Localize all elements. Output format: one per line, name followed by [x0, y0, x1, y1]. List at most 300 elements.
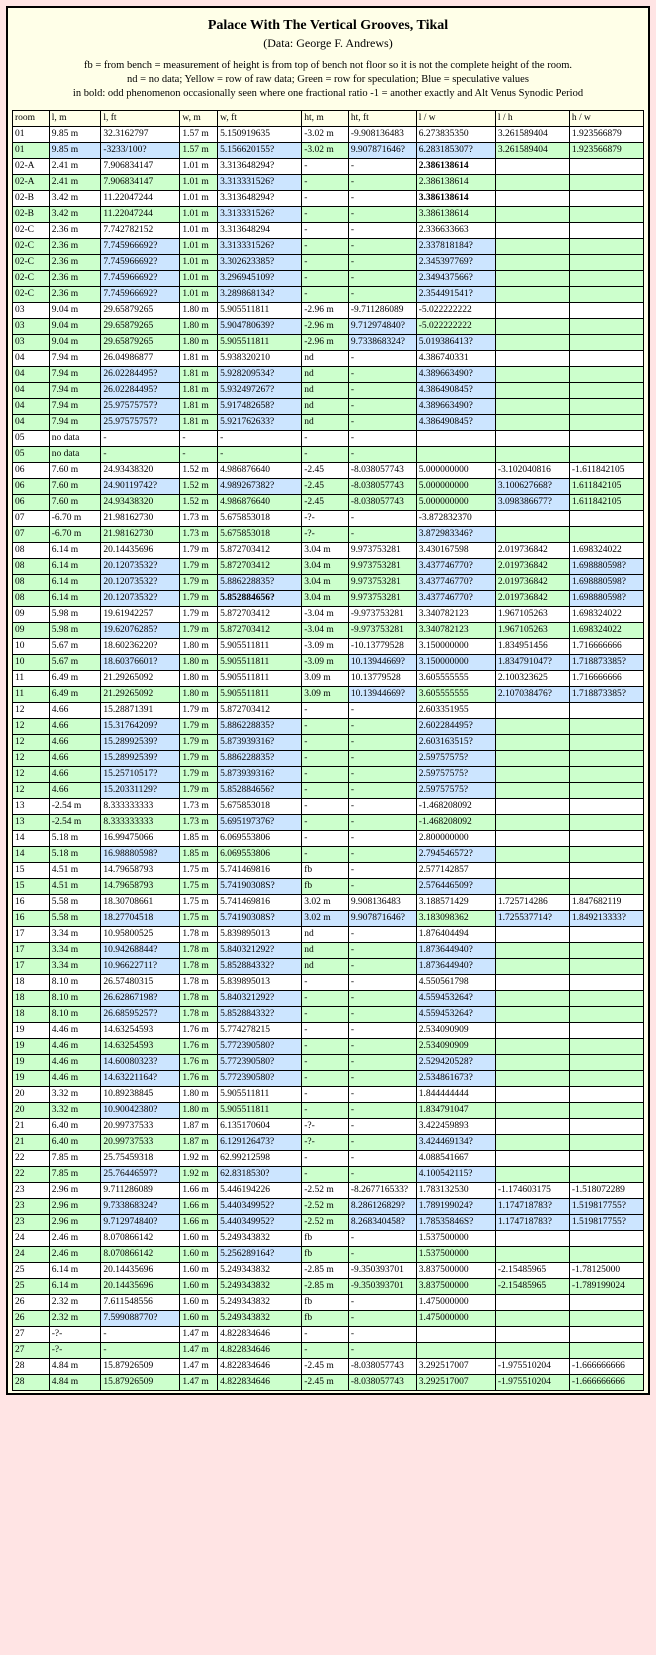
cell: 6.273835350: [416, 126, 495, 142]
cell: [569, 1150, 643, 1166]
cell: fb: [302, 878, 349, 894]
cell: 25.97575757?: [101, 414, 180, 430]
cell: 1.725537714?: [495, 910, 569, 926]
cell: 9.973753281: [348, 574, 416, 590]
cell: 1.47 m: [180, 1326, 218, 1342]
cell: 3.261589404: [495, 126, 569, 142]
cell: [569, 1166, 643, 1182]
cell: 14.63221164?: [101, 1070, 180, 1086]
cell: 1.725714286: [495, 894, 569, 910]
cell: 3.09 m: [302, 686, 349, 702]
cell: 14.79658793: [101, 862, 180, 878]
cell: [495, 1070, 569, 1086]
cell: 12: [13, 718, 50, 734]
table-row: [13, 558, 644, 574]
cell: 2.349437566?: [416, 270, 495, 286]
cell: 1.01 m: [180, 286, 218, 302]
cell: 1.718873385?: [569, 654, 643, 670]
cell: 14.63254593: [101, 1038, 180, 1054]
cell: 3.605555555: [416, 686, 495, 702]
cell: 3.183098362: [416, 910, 495, 926]
cell: 1.81 m: [180, 398, 218, 414]
cell: 4.822834646: [218, 1374, 302, 1390]
cell: -: [302, 254, 349, 270]
cell: 02-C: [13, 286, 50, 302]
cell: [569, 302, 643, 318]
cell: 22: [13, 1166, 50, 1182]
cell: -3.02 m: [302, 142, 349, 158]
cell: 7.85 m: [49, 1166, 101, 1182]
cell: 3.02 m: [302, 910, 349, 926]
cell: 21.29265092: [101, 670, 180, 686]
cell: -2.45 m: [302, 1358, 349, 1374]
cell: 3.32 m: [49, 1102, 101, 1118]
cell: 5.695197376?: [218, 814, 302, 830]
cell: 2.336633663: [416, 222, 495, 238]
cell: 13: [13, 798, 50, 814]
cell: 4.389663490?: [416, 366, 495, 382]
cell: 9.733868324?: [348, 334, 416, 350]
cell: 4.66: [49, 702, 101, 718]
cell: [569, 1342, 643, 1358]
cell: -: [348, 430, 416, 446]
cell: 8.268340458?: [348, 1214, 416, 1230]
cell: [569, 158, 643, 174]
cell: 29.65879265: [101, 302, 180, 318]
cell: 1.78535846S?: [416, 1214, 495, 1230]
cell: 25.97575757?: [101, 398, 180, 414]
cell: 19.62076285?: [101, 622, 180, 638]
cell: 14.79658793: [101, 878, 180, 894]
cell: 5.872703412: [218, 622, 302, 638]
cell: -: [302, 1054, 349, 1070]
cell: 18: [13, 974, 50, 990]
table-row: [13, 1102, 644, 1118]
cell: 1.66 m: [180, 1214, 218, 1230]
cell: 10.89238845: [101, 1086, 180, 1102]
cell: 21: [13, 1118, 50, 1134]
cell: 11: [13, 670, 50, 686]
cell: 20: [13, 1086, 50, 1102]
cell: 1.78 m: [180, 926, 218, 942]
cell: -?-: [302, 1118, 349, 1134]
table-row: [13, 670, 644, 686]
cell: -: [348, 798, 416, 814]
cell: -: [302, 1102, 349, 1118]
cell: 1.876404494: [416, 926, 495, 942]
cell: -2.45: [302, 494, 349, 510]
cell: 20.14435696: [101, 1278, 180, 1294]
cell: fb: [302, 1246, 349, 1262]
cell: 5.905511811: [218, 638, 302, 654]
cell: -: [348, 702, 416, 718]
cell: [495, 174, 569, 190]
cell: 2.59757575?: [416, 750, 495, 766]
table-row: [13, 382, 644, 398]
cell: 26.68595257?: [101, 1006, 180, 1022]
table-row: [13, 430, 644, 446]
cell: -: [101, 1326, 180, 1342]
cell: -: [302, 734, 349, 750]
table-row: [13, 782, 644, 798]
cell: -: [302, 190, 349, 206]
cell: -1.174603175: [495, 1182, 569, 1198]
cell: 1.79 m: [180, 702, 218, 718]
cell: -: [101, 430, 180, 446]
cell: 1.79 m: [180, 622, 218, 638]
cell: -: [348, 1134, 416, 1150]
cell: [569, 350, 643, 366]
cell: -2.85 m: [302, 1262, 349, 1278]
cell: 1.57 m: [180, 126, 218, 142]
table-row: [13, 942, 644, 958]
col-length-ft: l, ft: [101, 110, 180, 126]
cell: 2.36 m: [49, 238, 101, 254]
cell: -1.468208092: [416, 814, 495, 830]
cell: 8.10 m: [49, 1006, 101, 1022]
cell: 5.905511811: [218, 1086, 302, 1102]
cell: 5.774278215: [218, 1022, 302, 1038]
cell: 2.96 m: [49, 1198, 101, 1214]
cell: 1.52 m: [180, 494, 218, 510]
cell: 3.34 m: [49, 958, 101, 974]
cell: [569, 254, 643, 270]
cell: 3.837500000: [416, 1262, 495, 1278]
cell: -: [302, 1150, 349, 1166]
cell: 1.01 m: [180, 206, 218, 222]
cell: 1.80 m: [180, 670, 218, 686]
cell: 1.78 m: [180, 942, 218, 958]
cell: 5.000000000: [416, 478, 495, 494]
cell: 5.67 m: [49, 654, 101, 670]
cell: 7.611548556: [101, 1294, 180, 1310]
cell: 04: [13, 382, 50, 398]
cell: [495, 990, 569, 1006]
cell: 28: [13, 1374, 50, 1390]
cell: [569, 174, 643, 190]
cell: 05: [13, 430, 50, 446]
cell: 4.389663490?: [416, 398, 495, 414]
cell: 5.840321292?: [218, 990, 302, 1006]
cell: -3.102040816: [495, 462, 569, 478]
col-length-m: l, m: [49, 110, 101, 126]
table-row: [13, 238, 644, 254]
cell: 1.834791047?: [495, 654, 569, 670]
cell: 6.49 m: [49, 686, 101, 702]
cell: [495, 1166, 569, 1182]
cell: 15.31764209?: [101, 718, 180, 734]
cell: [569, 430, 643, 446]
cell: [569, 1310, 643, 1326]
cell: -: [348, 1150, 416, 1166]
cell: -: [348, 734, 416, 750]
document-frame: [6, 6, 650, 1395]
table-row: [13, 846, 644, 862]
cell: 3.42 m: [49, 206, 101, 222]
cell: 1.698324022: [569, 542, 643, 558]
cell: nd: [302, 926, 349, 942]
cell: -3.02 m: [302, 126, 349, 142]
cell: 1.519817755?: [569, 1198, 643, 1214]
cell: -2.85 m: [302, 1278, 349, 1294]
col-width-m: w, m: [180, 110, 218, 126]
cell: fb: [302, 1230, 349, 1246]
cell: -: [348, 1054, 416, 1070]
cell: [569, 1246, 643, 1262]
cell: 27: [13, 1342, 50, 1358]
cell: 11.22047244: [101, 206, 180, 222]
cell: 1.66 m: [180, 1182, 218, 1198]
table-row: [13, 270, 644, 286]
table-row: [13, 958, 644, 974]
cell: -: [348, 1246, 416, 1262]
cell: -9.973753281: [348, 622, 416, 638]
cell: 1.475000000: [416, 1310, 495, 1326]
cell: 2.019736842: [495, 542, 569, 558]
cell: 4.386490845?: [416, 414, 495, 430]
cell: 6.49 m: [49, 670, 101, 686]
cell: 62.99212598: [218, 1150, 302, 1166]
table-row: [13, 686, 644, 702]
table-row: [13, 126, 644, 142]
cell: 9.04 m: [49, 318, 101, 334]
cell: 2.46 m: [49, 1246, 101, 1262]
cell: [495, 238, 569, 254]
table-row: [13, 1182, 644, 1198]
cell: 8.10 m: [49, 990, 101, 1006]
cell: 6.40 m: [49, 1118, 101, 1134]
cell: 17: [13, 926, 50, 942]
table-row: [13, 1022, 644, 1038]
cell: [569, 206, 643, 222]
cell: 2.534090909: [416, 1022, 495, 1038]
cell: 1.79 m: [180, 606, 218, 622]
cell: 2.36 m: [49, 222, 101, 238]
cell: 04: [13, 366, 50, 382]
cell: -: [348, 958, 416, 974]
cell: -6.70 m: [49, 526, 101, 542]
cell: 07: [13, 510, 50, 526]
cell: 5.000000000: [416, 494, 495, 510]
cell: 5.905511811: [218, 1102, 302, 1118]
cell: 02-A: [13, 174, 50, 190]
cell: 6.283185307?: [416, 142, 495, 158]
cell: 4.46 m: [49, 1070, 101, 1086]
cell: 5.905511811: [218, 334, 302, 350]
cell: -: [348, 750, 416, 766]
cell: 20.99737533: [101, 1134, 180, 1150]
cell: 1.76 m: [180, 1038, 218, 1054]
cell: [569, 526, 643, 542]
cell: [569, 878, 643, 894]
cell: 4.100542115?: [416, 1166, 495, 1182]
cell: 2.019736842: [495, 558, 569, 574]
cell: 3.04 m: [302, 542, 349, 558]
cell: 5.772390580?: [218, 1054, 302, 1070]
cell: [495, 382, 569, 398]
table-row: [13, 254, 644, 270]
cell: [495, 846, 569, 862]
cell: -: [302, 430, 349, 446]
cell: 6.40 m: [49, 1134, 101, 1150]
cell: 03: [13, 334, 50, 350]
cell: 1.81 m: [180, 350, 218, 366]
cell: 3.150000000: [416, 638, 495, 654]
cell: 03: [13, 318, 50, 334]
cell: [569, 702, 643, 718]
cell: 1.537500000: [416, 1230, 495, 1246]
cell: -9.711286089: [348, 302, 416, 318]
cell: 25.76446597?: [101, 1166, 180, 1182]
cell: -: [302, 798, 349, 814]
cell: 2.96 m: [49, 1182, 101, 1198]
cell: [495, 1294, 569, 1310]
cell: -: [180, 446, 218, 462]
cell: 02-C: [13, 222, 50, 238]
cell: 3.437746770?: [416, 590, 495, 606]
cell: [495, 414, 569, 430]
cell: 20.99737533: [101, 1118, 180, 1134]
cell: [569, 1102, 643, 1118]
cell: 1.834791047: [416, 1102, 495, 1118]
cell: 5.440349952?: [218, 1198, 302, 1214]
cell: 5.18 m: [49, 830, 101, 846]
cell: 9.973753281: [348, 590, 416, 606]
cell: [569, 286, 643, 302]
cell: 1.174718783?: [495, 1198, 569, 1214]
cell: -: [302, 830, 349, 846]
cell: 5.772390580?: [218, 1070, 302, 1086]
cell: 6.069553806: [218, 830, 302, 846]
cell: 5.675853018: [218, 510, 302, 526]
cell: 4.386740331: [416, 350, 495, 366]
table-row: [13, 334, 644, 350]
cell: 2.41 m: [49, 174, 101, 190]
cell: 10.90042380?: [101, 1102, 180, 1118]
cell: 5.905511811: [218, 302, 302, 318]
cell: 1.73 m: [180, 814, 218, 830]
cell: 9.712974840?: [348, 318, 416, 334]
cell: -: [348, 446, 416, 462]
cell: [569, 1006, 643, 1022]
cell: -: [348, 1118, 416, 1134]
cell: 3.261589404: [495, 142, 569, 158]
cell: 1.79 m: [180, 558, 218, 574]
cell: [569, 1118, 643, 1134]
cell: [569, 334, 643, 350]
page-subtitle: (Data: George F. Andrews): [263, 36, 393, 50]
table-row: [13, 286, 644, 302]
table-row: [13, 190, 644, 206]
cell: 4.66: [49, 766, 101, 782]
cell: -: [348, 718, 416, 734]
table-row: [13, 1294, 644, 1310]
cell: 3.098386677?: [495, 494, 569, 510]
cell: 18: [13, 990, 50, 1006]
table-row: [13, 1278, 644, 1294]
cell: 1.78 m: [180, 990, 218, 1006]
table-row: [13, 814, 644, 830]
table-row: [13, 990, 644, 1006]
cell: 10.94268844?: [101, 942, 180, 958]
cell: 21.98162730: [101, 526, 180, 542]
cell: 4.559453264?: [416, 1006, 495, 1022]
cell: 1.80 m: [180, 334, 218, 350]
cell: -: [348, 1342, 416, 1358]
cell: -?-: [302, 1134, 349, 1150]
cell: -9.908136483: [348, 126, 416, 142]
cell: -: [348, 190, 416, 206]
cell: 5.675853018: [218, 798, 302, 814]
cell: 1.718873385?: [569, 686, 643, 702]
cell: 1.85 m: [180, 846, 218, 862]
cell: -3.04 m: [302, 622, 349, 638]
cell: 1.80 m: [180, 1086, 218, 1102]
cell: -2.96 m: [302, 334, 349, 350]
legend-notes: [12, 59, 644, 102]
cell: 1.698880598?: [569, 574, 643, 590]
cell: -3.872832370: [416, 510, 495, 526]
cell: 3.313648294?: [218, 158, 302, 174]
cell: 1.923566879: [569, 142, 643, 158]
table-row: [13, 350, 644, 366]
cell: [495, 446, 569, 462]
cell: -: [302, 846, 349, 862]
table-row: [13, 510, 644, 526]
cell: 7.94 m: [49, 350, 101, 366]
cell: 1.73 m: [180, 798, 218, 814]
cell: [495, 158, 569, 174]
cell: 15.28992539?: [101, 734, 180, 750]
cell: 04: [13, 350, 50, 366]
cell: 8.070866142: [101, 1230, 180, 1246]
cell: [569, 958, 643, 974]
cell: [416, 1342, 495, 1358]
cell: 7.94 m: [49, 382, 101, 398]
cell: 1.923566879: [569, 126, 643, 142]
cell: 26.62867198?: [101, 990, 180, 1006]
cell: 1.873644940?: [416, 958, 495, 974]
cell: 7.60 m: [49, 494, 101, 510]
cell: 07: [13, 526, 50, 542]
cell: 5.440349952?: [218, 1214, 302, 1230]
cell: 1.698324022: [569, 622, 643, 638]
cell: [495, 734, 569, 750]
cell: -2.96 m: [302, 318, 349, 334]
cell: 20: [13, 1102, 50, 1118]
table-row: [13, 478, 644, 494]
cell: 2.59757575?: [416, 766, 495, 782]
cell: 5.249343832: [218, 1310, 302, 1326]
cell: 19: [13, 1070, 50, 1086]
cell: -: [302, 286, 349, 302]
cell: -?-: [302, 526, 349, 542]
cell: 1.844444444: [416, 1086, 495, 1102]
cell: 9.973753281: [348, 558, 416, 574]
cell: -1.789199024: [569, 1278, 643, 1294]
cell: 1.716666666: [569, 670, 643, 686]
cell: 3.289868134?: [218, 286, 302, 302]
table-row: [13, 622, 644, 638]
cell: 15.87926509: [101, 1374, 180, 1390]
cell: [416, 430, 495, 446]
cell: 5.74190308S?: [218, 910, 302, 926]
cell: -: [348, 846, 416, 862]
cell: 1.52 m: [180, 478, 218, 494]
table-row: [13, 206, 644, 222]
cell: -: [348, 366, 416, 382]
cell: 06: [13, 494, 50, 510]
